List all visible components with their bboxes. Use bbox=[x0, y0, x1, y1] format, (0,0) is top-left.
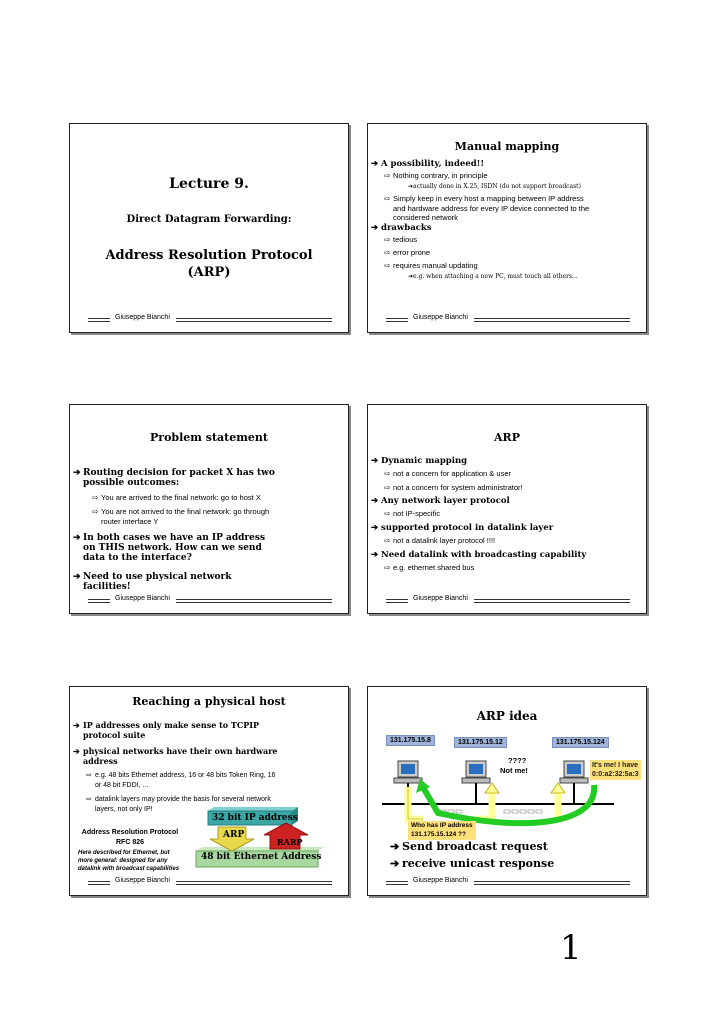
slide-title: ARP bbox=[494, 431, 520, 444]
its-me-note: It's me! I have 0:0:a2:32:5a:3 bbox=[592, 762, 639, 778]
bullet: ➔ In both cases we have an IP address on THIS network. How can we send data to the interface? bbox=[73, 533, 266, 563]
sub-bullet: ⇨ not a datalink layer protocol !!!! bbox=[384, 536, 496, 545]
slide-reaching-physical-host bbox=[69, 686, 349, 896]
slide-title: Reaching a physical host bbox=[132, 695, 286, 708]
slide-lecture-title bbox=[69, 123, 349, 333]
bullet: ➔ Need to use physical network facilities! bbox=[73, 572, 232, 592]
bullet: ➔ physical networks have their own hardware address bbox=[73, 746, 278, 766]
bullet: ➔ A possibility, indeed!! bbox=[371, 159, 485, 169]
sub-bullet: ⇨ Simply keep in every host a mapping between IP address and hardware address for every IP device connected to the considered network bbox=[384, 194, 590, 222]
arp-caption: Address Resolution Protocol RFC 826 bbox=[81, 829, 179, 846]
ip-box-label: 32 bit IP address bbox=[212, 813, 298, 823]
slide-footer: Giuseppe Bianchi bbox=[368, 877, 646, 889]
sub-bullet: ⇨ e.g. ethernet shared bus bbox=[384, 563, 475, 572]
bullet: ➔ Send broadcast request bbox=[390, 840, 548, 853]
lecture-title-line2: (ARP) bbox=[187, 265, 231, 280]
slide-footer: Giuseppe Bianchi bbox=[70, 595, 348, 607]
sub-bullet: ⇨ datalink layers may provide the basis for several network layers, not only IP! bbox=[86, 796, 271, 813]
sub-bullet: ⇨ Nothing contrary, in principle bbox=[384, 171, 488, 180]
sub-sub-bullet: ➔e.g. when attaching a new PC, must touch all others... bbox=[408, 273, 578, 280]
sub-bullet: ⇨ error prone bbox=[384, 248, 431, 257]
lecture-subtitle: Direct Datagram Forwarding: bbox=[126, 214, 292, 225]
computer-icon bbox=[462, 761, 490, 783]
rarp-label: RARP bbox=[277, 837, 303, 847]
who-has-note: Who has IP address 131.175.15.124 ?? bbox=[408, 821, 476, 840]
bullet: ➔ Need datalink with broadcasting capability bbox=[371, 550, 587, 560]
page-number: 1 bbox=[560, 928, 582, 968]
host-ip-label: 131.175.15.124 bbox=[552, 737, 609, 748]
slide-title: ARP idea bbox=[476, 709, 538, 723]
bullet: ➔ Routing decision for packet X has two possible outcomes: bbox=[73, 468, 275, 488]
ip-box-3d-side bbox=[208, 807, 298, 811]
lecture-number: Lecture 9. bbox=[169, 176, 249, 192]
sub-bullet: ⇨ e.g. 48 bits Ethernet address, 16 or 48 bits Token Ring, 16 or 48 bit FDDI, ... bbox=[86, 772, 276, 789]
computer-icon bbox=[394, 761, 422, 783]
sub-bullet: ⇨ tedious bbox=[384, 235, 418, 244]
bullet: ➔ drawbacks bbox=[371, 223, 432, 233]
bullet: ➔ supported protocol in datalink layer bbox=[371, 523, 554, 533]
arp-label: ARP bbox=[223, 830, 245, 840]
sub-bullet: ⇨ You are arrived to the final network: go to host X bbox=[92, 493, 261, 502]
slide-title: Manual mapping bbox=[454, 140, 560, 153]
sub-bullet: ⇨ not a concern for application & user bbox=[384, 469, 511, 478]
bullet: ➔ Dynamic mapping bbox=[371, 456, 468, 466]
slide-footer: Giuseppe Bianchi bbox=[368, 595, 646, 607]
query-marks: ???? bbox=[508, 756, 527, 765]
sub-sub-bullet: ➔actually done in X.25, ISDN (do not support broadcast) bbox=[408, 183, 581, 190]
slide-footer: Giuseppe Bianchi bbox=[70, 877, 348, 889]
lecture-title-line1: Address Resolution Protocol bbox=[105, 248, 313, 263]
sub-bullet: ⇨ You are not arrived to the final network: go through router interface Y bbox=[92, 507, 270, 526]
sub-bullet: ⇨ not a concern for system administrator! bbox=[384, 483, 523, 492]
slide-title: Problem statement bbox=[150, 431, 268, 444]
slide-arp-idea bbox=[367, 686, 647, 896]
slide-arp bbox=[367, 404, 647, 614]
host-ip-label: 131.175.15.12 bbox=[454, 737, 507, 748]
bullet: ➔ Any network layer protocol bbox=[371, 496, 510, 506]
host-ip-label: 131.175.15.8 bbox=[386, 735, 435, 746]
slide-footer: Giuseppe Bianchi bbox=[70, 314, 348, 326]
eth-box-3d-top bbox=[196, 847, 324, 851]
slide-footer: Giuseppe Bianchi bbox=[368, 314, 646, 326]
bullet: ➔ receive unicast response bbox=[390, 857, 555, 870]
sub-bullet: ⇨ not IP-specific bbox=[384, 509, 441, 518]
sub-bullet: ⇨ requires manual updating bbox=[384, 261, 478, 270]
broadcast-arrow bbox=[476, 793, 492, 819]
slide-problem-statement bbox=[69, 404, 349, 614]
computer-icon bbox=[560, 761, 588, 783]
arp-note: Here described for Ethernet, but more general: designed for any datalink with broadcast capabilities bbox=[78, 850, 180, 872]
not-me-label: Not me! bbox=[500, 766, 528, 775]
slide-manual-mapping bbox=[367, 123, 647, 333]
bullet: ➔ IP addresses only make sense to TCPIP protocol suite bbox=[73, 720, 259, 740]
eth-box-label: 48 bit Ethernet Address bbox=[201, 852, 322, 862]
